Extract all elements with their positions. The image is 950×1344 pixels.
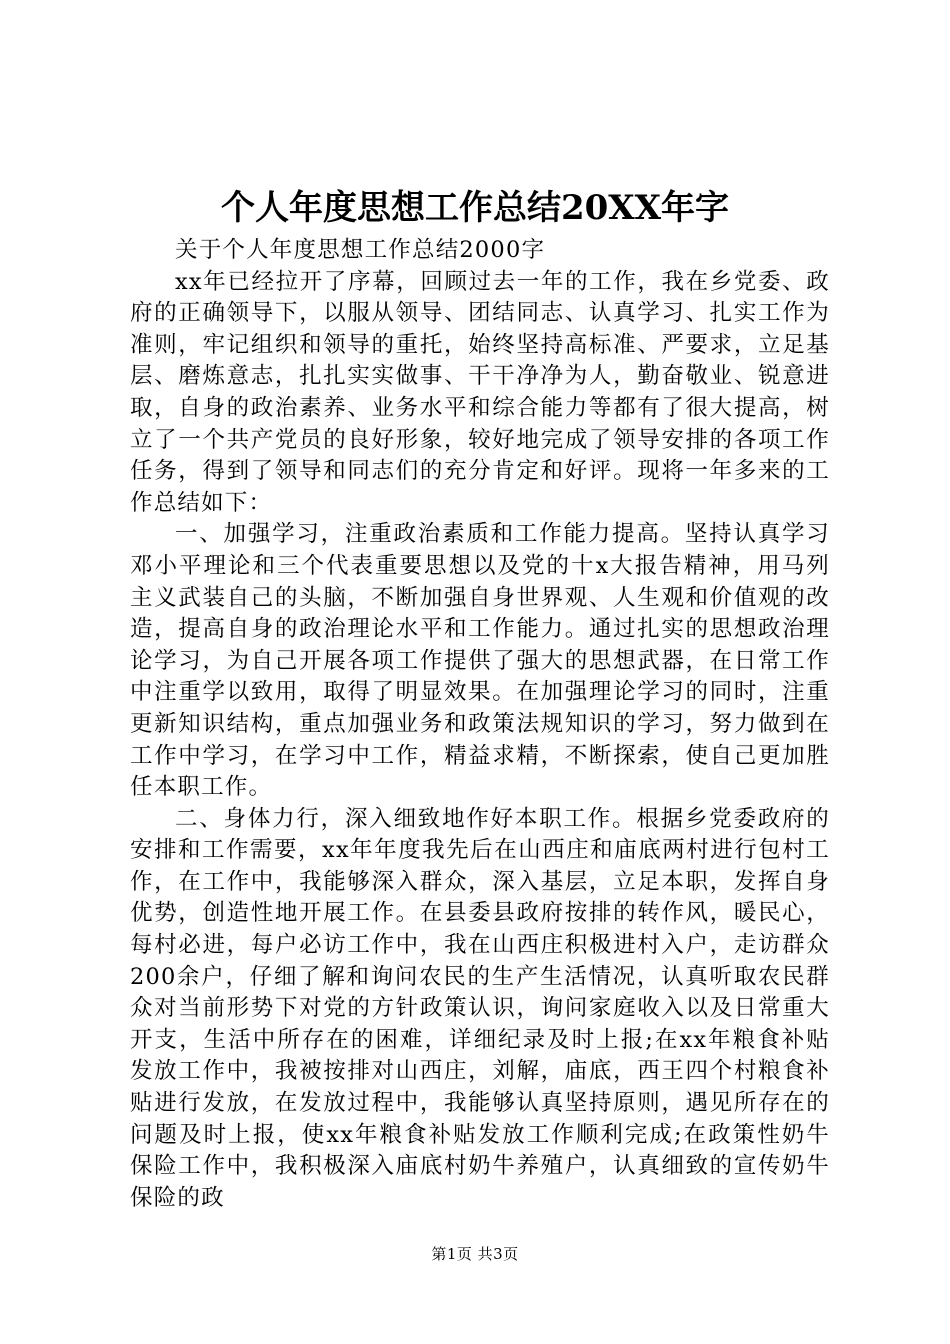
paragraph-section-two: 二、身体力行，深入细致地作好本职工作。根据乡党委政府的安排和工作需要，xx年年度我先后在山西庄和庙底两村进行包村工作，在工作中，我能够深入群众，深入基层，立足本职，发挥自身优势，创造性地开展工作。在县委县政府按排的转作风，暖民心，每村必进，每户必访工作中，我在山西庄积极进村入户，走访群众200余户，仔细了解和询问农民的生产生活情况，认真听取农民群众对当前形势下对党的方针政策认识，询问家庭收入以及日常重大开支，生活中所存在的困难，详细纪录及时上报;在xx年粮食补贴发放工作中，我被按排对山西庄，刘解，庙底，西王四个村粮食补贴进行发放，在发放过程中，我能够认真坚持原则，遇见所存在的问题及时上报，使xx年粮食补贴发放工作顺利完成;在政策性奶牛保险工作中，我积极深入庙底村奶牛养殖户，认真细致的宣传奶牛保险的政 <box>130 805 830 1211</box>
document-body <box>130 235 830 1214</box>
paragraph-overview: xx年已经拉开了序幕，回顾过去一年的工作，我在乡党委、政府的正确领导下，以服从领导、团结同志、认真学习、扎实工作为准则，牢记组织和领导的重托，始终坚持高标准、严要求，立足基层、磨炼意志，扎扎实实做事、干干净净为人，勤奋敬业、锐意进取，自身的政治素养、业务水平和综合能力等都有了很大提高，树立了一个共产党员的良好形象，较好地完成了领导安排的各项工作任务，得到了领导和同志们的充分肯定和好评。现将一年多来的工作总结如下： <box>130 268 830 516</box>
paragraph-section-one: 一、加强学习，注重政治素质和工作能力提高。坚持认真学习邓小平理论和三个代表重要思想以及党的十x大报告精神，用马列主义武装自己的头脑，不断加强自身世界观、人生观和价值观的改造，提高自身的政治理论水平和工作能力。通过扎实的思想政治理论学习，为自己开展各项工作提供了强大的思想武器，在日常工作中注重学以致用，取得了明显效果。在加强理论学习的同时，注重更新知识结构，重点加强业务和政策法规知识的学习，努力做到在工作中学习，在学习中工作，精益求精，不断探索，使自己更加胜任本职工作。 <box>130 521 830 801</box>
document-title: 个人年度思想工作总结20XX年字 <box>220 188 730 228</box>
page-number-footer: 第1页 共3页 <box>431 1245 519 1263</box>
paragraph-intro: 关于个人年度思想工作总结2000字 <box>175 237 546 263</box>
